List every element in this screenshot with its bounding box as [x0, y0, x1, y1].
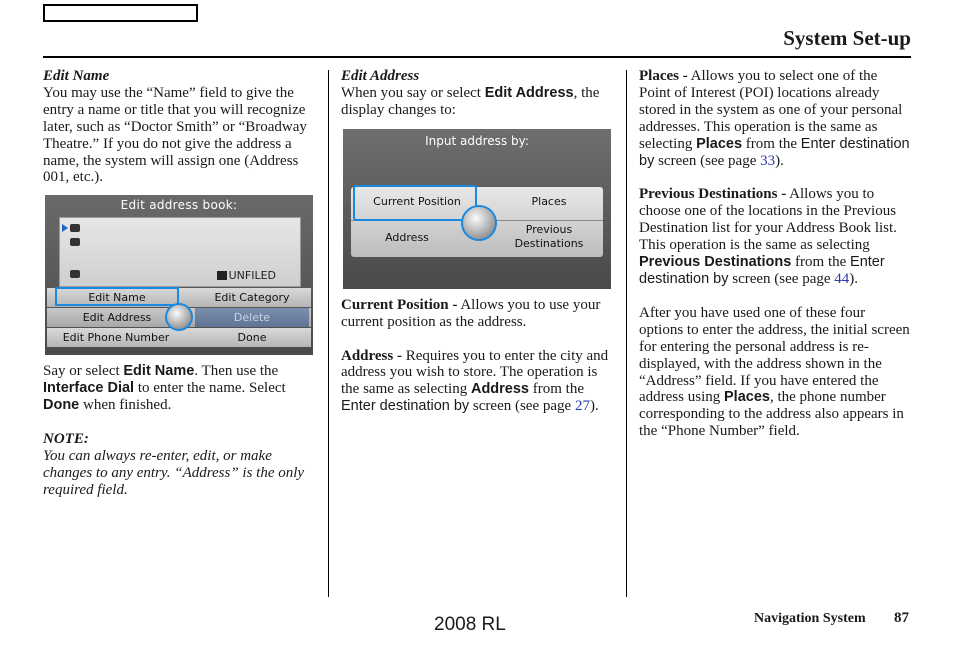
current-position-button[interactable]: Current Position [373, 194, 461, 208]
page-link[interactable]: 27 [574, 398, 590, 415]
paragraph: Places - Allows you to select one of the Point of Interest (POI) locations already stored in the system as one of your personal addresses. This operation is the same as selecting Places from the Enter destination by screen (see page 33). [639, 68, 910, 169]
paragraph: Address - Requires you to enter the city and address you wish to store. The operation is the same as selecting Address from the Enter destination by screen (see page 27). [341, 347, 609, 415]
interface-dial-icon [461, 205, 497, 241]
model-label: 2008 RL [434, 614, 506, 635]
address-button[interactable]: Address [385, 230, 429, 244]
note-text: You can always re-enter, edit, or make changes to any entry. “Address” is the only required field. [43, 447, 305, 498]
paragraph: You may use the “Name” field to give the entry a name or title that you will recognize later, such as “Doctor Smith” or “Broadway Theatre.” If you do not give the address a name, the system will assign one (Address 001, etc.). [43, 84, 307, 186]
paragraph: After you have used one of these four options to enter the address, the initial screen for entering the personal address is re-displayed, with the address shown in the “Address” field. If you have entered the address using Places, the phone number corresponding to the address also appears in the “Phone Number” field. [639, 304, 910, 440]
section-heading: Edit Address [341, 68, 420, 84]
places-button[interactable]: Places [531, 194, 567, 208]
paragraph: Current Position - Allows you to use your current position as the address. [341, 296, 601, 330]
section-heading: Edit Name [43, 68, 110, 84]
page-link[interactable]: 44 [834, 270, 850, 287]
edit-name-button[interactable]: Edit Name [88, 291, 146, 305]
page-number: 87 [894, 610, 909, 626]
column-2 [341, 68, 613, 415]
edit-phone-number-button[interactable]: Edit Phone Number [62, 331, 170, 345]
column-3 [639, 68, 911, 440]
delete-button[interactable]: Delete [195, 308, 309, 327]
spacer [43, 414, 315, 431]
input-address-by-screen [343, 129, 611, 289]
spacer [639, 288, 911, 305]
page-title: System Set-up [783, 26, 911, 50]
column-divider [626, 70, 627, 597]
previous-destinations-button[interactable]: Previous Destinations [514, 222, 584, 250]
arrow-icon [62, 224, 68, 232]
spacer [341, 331, 613, 348]
entry-panel [59, 217, 301, 287]
column-divider [328, 70, 329, 597]
category-icon [217, 271, 227, 280]
address-icon [70, 238, 80, 246]
header-rule [43, 56, 911, 58]
edit-address-button[interactable]: Edit Address [82, 311, 152, 325]
header-box [43, 4, 198, 22]
phone-icon [70, 270, 80, 278]
edit-address-book-screen [45, 195, 313, 355]
name-icon [70, 224, 80, 232]
category-label: UNFILED [217, 268, 276, 285]
done-button[interactable]: Done [237, 331, 267, 345]
screen-title: Input address by: [425, 133, 529, 148]
page-link[interactable]: 33 [760, 152, 776, 169]
note-heading: NOTE: [43, 431, 89, 448]
screen-title: Edit address book: [120, 198, 238, 213]
paragraph: When you say or select Edit Address, the display changes to: [341, 84, 600, 118]
paragraph: Previous Destinations - Allows you to choose one of the locations in the Previous Destination list for your Address Book list. This operation is the same as selecting Previous Destinations from the Enter destination by screen (see page 44). [639, 186, 897, 287]
spacer [639, 169, 911, 186]
edit-category-button[interactable]: Edit Category [214, 291, 290, 305]
footer-section: Navigation System [754, 611, 866, 626]
paragraph: Say or select Edit Name. Then use the Interface Dial to enter the name. Select Done when finished. [43, 363, 286, 414]
column-1 [43, 68, 315, 499]
